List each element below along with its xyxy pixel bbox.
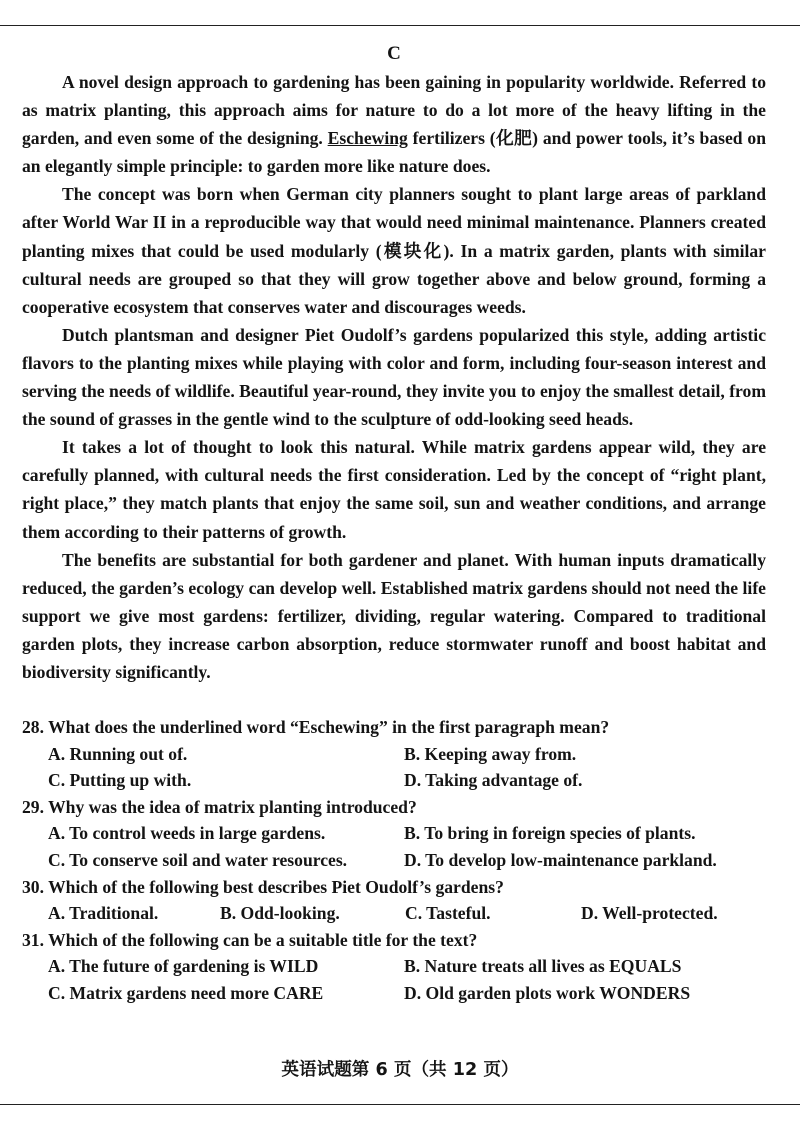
question-stem: 31. Which of the following can be a suitable title for the text? — [22, 929, 478, 950]
paragraph-1-after: fertilizers (化肥) and power tools, it’s based on an elegantly simple principle: to garden more like nature does. — [22, 128, 767, 177]
underlined-word: Eschewing — [327, 128, 408, 149]
question-stem: 29. Why was the idea of matrix planting introduced? — [22, 796, 417, 817]
question-28 — [22, 714, 766, 794]
option-d: D. Taking advantage of. — [404, 770, 583, 791]
option-d: D. To develop low-maintenance parkland. — [404, 850, 717, 871]
option-a: A. The future of gardening is WILD — [48, 956, 319, 977]
option-b: B. Nature treats all lives as EQUALS — [404, 956, 682, 977]
paragraph-2: The concept was born when German city planners sought to plant large areas of parkland after World War II in a reproducible way that would need minimal maintenance. Planners created planting mixes that could be used modularly (模块化). In a matrix garden, plants with similar cultural needs are grouped so that they will grow together above and below ground, forming a cooperative ecosystem that conserves water and discourages weeds. — [22, 184, 766, 317]
answer-options — [22, 953, 766, 1006]
option-b: B. Odd-looking. — [220, 903, 340, 924]
top-rule — [0, 25, 800, 26]
paragraph-1 — [22, 68, 766, 180]
option-a: A. Traditional. — [48, 903, 159, 924]
question-list — [22, 714, 766, 1007]
paragraph-3: Dutch plantsman and designer Piet Oudolf’s gardens popularized this style, adding artistic flavors to the planting mixes while playing with color and form, including four-season interest and serving the needs of wildlife. Beautiful year-round, they invite you to enjoy the smallest detail, from the sound of grasses in the gentle wind to the sculpture of odd-looking seed heads. — [22, 324, 766, 430]
answer-options — [22, 741, 766, 794]
option-a: A. Running out of. — [48, 743, 188, 764]
option-c: C. Putting up with. — [48, 770, 192, 791]
section-label: C — [387, 43, 401, 64]
page-footer: 英语试题第 6 页（共 12 页） — [281, 1060, 519, 1080]
paragraph-1-before: A novel design approach to gardening has been gaining in popularity worldwide. Referred to as matrix planting, this approach aims for nature to do a lot more of the heavy lifting in the garden, and even some of the designing. — [22, 72, 766, 149]
answer-options — [22, 820, 766, 873]
question-31 — [22, 927, 766, 1007]
reading-passage — [22, 68, 766, 686]
option-d: D. Old garden plots work WONDERS — [404, 983, 691, 1003]
option-c: C. Matrix gardens need more CARE — [48, 983, 324, 1003]
option-a: A. To control weeds in large gardens. — [48, 823, 326, 844]
option-b: B. To bring in foreign species of plants. — [404, 823, 696, 844]
exam-page — [22, 40, 766, 1007]
paragraph-4: It takes a lot of thought to look this natural. While matrix gardens appear wild, they are carefully planned, with cultural needs the first consideration. Led by the concept of “right plant, right place,” they match plants that enjoy the same soil, sun and weather conditions, and arrange them according to their patterns of growth. — [22, 437, 766, 542]
bottom-rule — [0, 1104, 800, 1105]
question-stem: 28. What does the underlined word “Eschewing” in the first paragraph mean? — [22, 717, 610, 738]
question-stem: 30. Which of the following best describes Piet Oudolf’s gardens? — [22, 876, 504, 897]
question-30 — [22, 874, 766, 927]
option-c: C. Tasteful. — [405, 903, 491, 924]
paragraph-5: The benefits are substantial for both gardener and planet. With human inputs dramatically reduced, the garden’s ecology can develop well. Established matrix gardens should not need the life support we give most gardens: fertilizer, dividing, regular watering. Compared to traditional garden plots, they increase carbon absorption, reduce stormwater runoff and boost habitat and biodiversity significantly. — [22, 549, 766, 682]
option-b: B. Keeping away from. — [404, 743, 577, 764]
answer-options — [22, 900, 766, 927]
option-c: C. To conserve soil and water resources. — [48, 850, 348, 871]
option-d: D. Well-protected. — [581, 903, 718, 924]
question-29 — [22, 794, 766, 874]
